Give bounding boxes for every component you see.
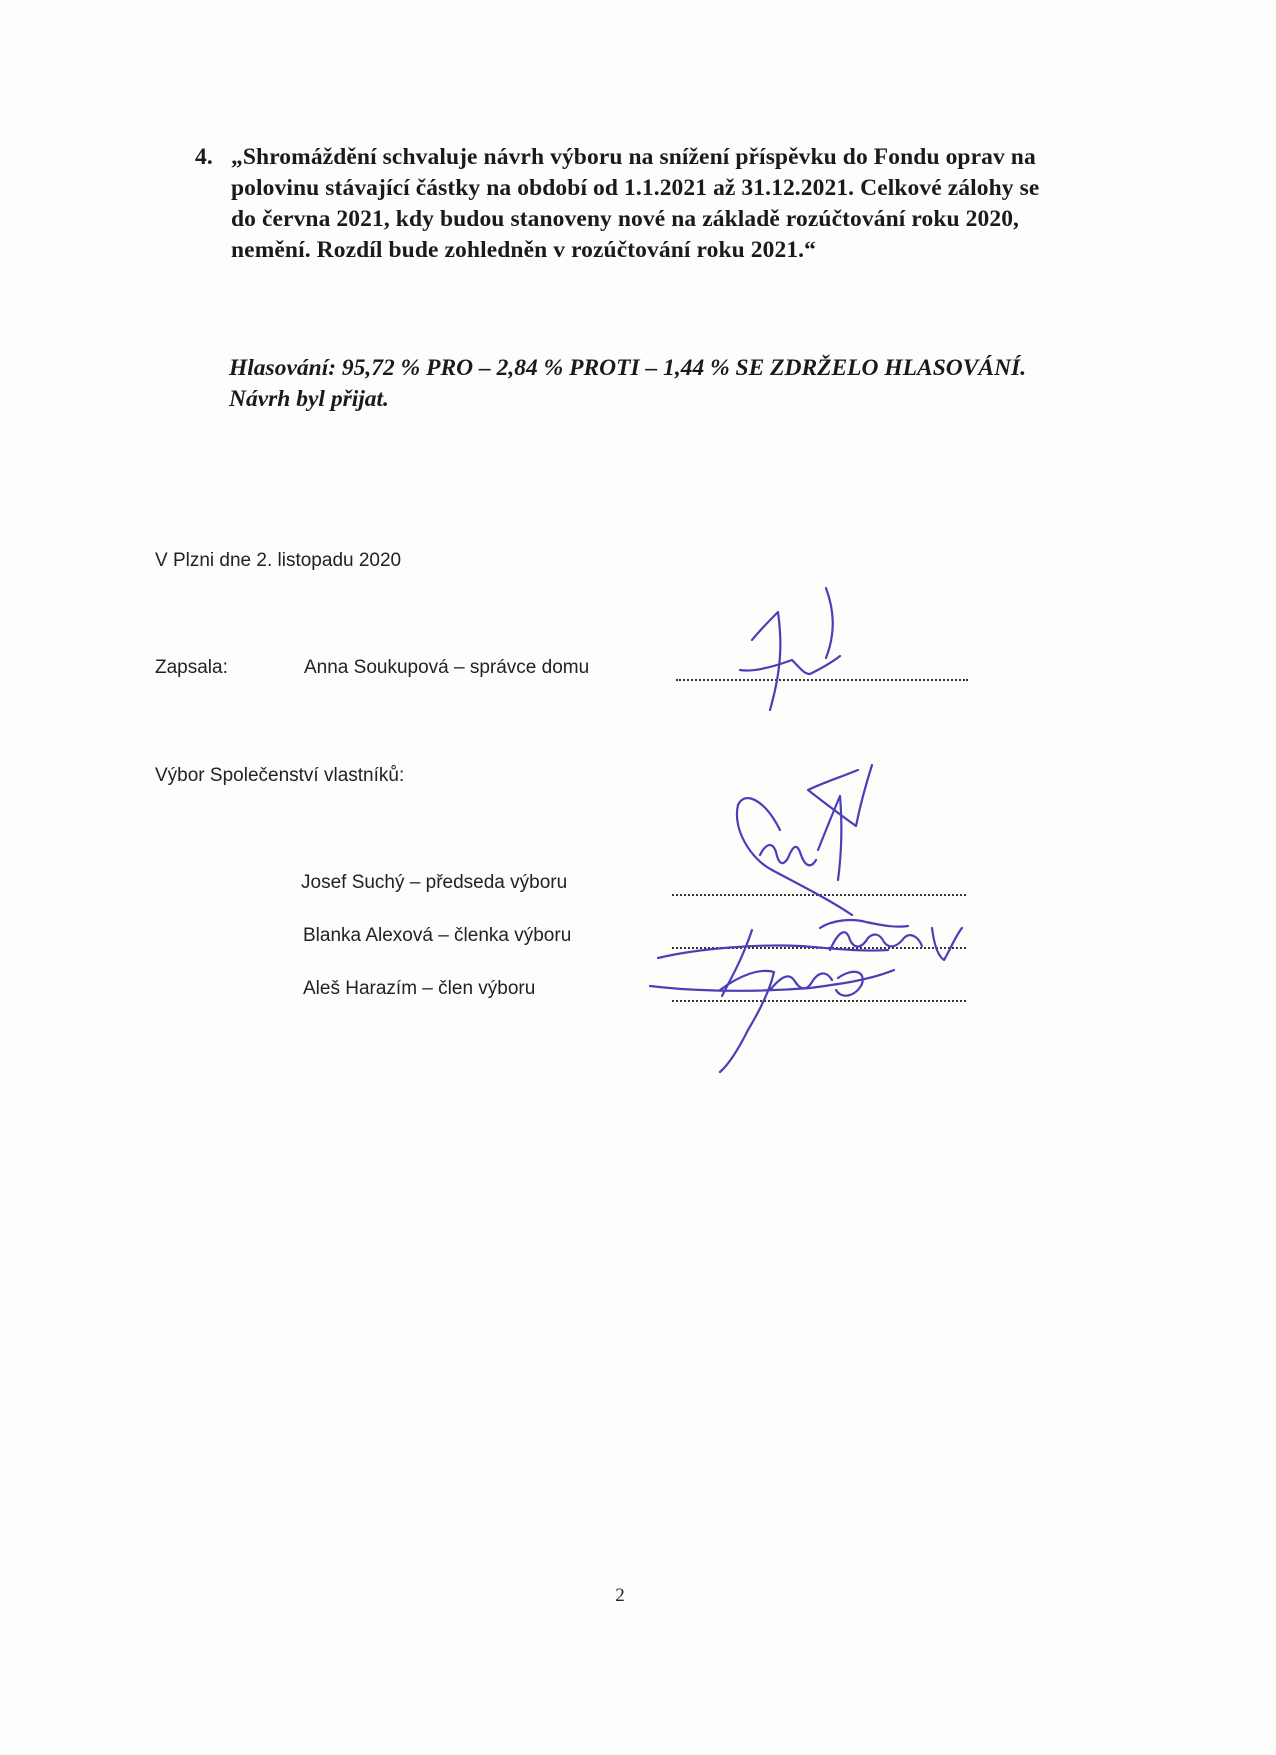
vote-result-line: Hlasování: 95,72 % PRO – 2,84 % PROTI – 1,44 % SE ZDRŽELO HLASOVÁNÍ. xyxy=(229,355,1027,381)
resolution-number: 4. xyxy=(195,144,213,170)
signature-alexova xyxy=(820,920,962,960)
recorder-signature-line xyxy=(676,679,968,681)
recorder-label: Zapsala: xyxy=(155,657,228,678)
place-date: V Plzni dne 2. listopadu 2020 xyxy=(155,550,402,571)
resolution-line: polovinu stávající částky na období od 1.1.2021 až 31.12.2021. Celkové zálohy se xyxy=(231,175,1040,201)
resolution-line: nemění. Rozdíl bude zohledněn v rozúčtování roku 2021.“ xyxy=(231,237,817,263)
signature-soukupova xyxy=(740,588,840,710)
harazim-signature-line xyxy=(672,1000,966,1002)
vote-outcome: Návrh byl přijat. xyxy=(229,386,389,412)
committee-member-harazim: Aleš Harazím – člen výboru xyxy=(303,978,536,999)
resolution-line: „Shromáždění schvaluje návrh výboru na snížení příspěvku do Fondu oprav na xyxy=(231,144,1036,170)
resolution-text xyxy=(231,142,1091,266)
signature-suchy xyxy=(737,765,872,915)
resolution-line: do června 2021, kdy budou stanoveny nové na základě rozúčtování roku 2020, xyxy=(231,206,1020,232)
committee-member-chair: Josef Suchý – předseda výboru xyxy=(301,872,568,893)
recorder-name: Anna Soukupová – správce domu xyxy=(304,657,590,678)
vote-result xyxy=(229,353,1129,415)
alexova-signature-line xyxy=(672,947,966,949)
page-number: 2 xyxy=(615,1585,625,1606)
committee-heading: Výbor Společenství vlastníků: xyxy=(155,765,405,786)
chair-signature-line xyxy=(672,894,966,896)
committee-member-alexova: Blanka Alexová – členka výboru xyxy=(303,925,572,946)
